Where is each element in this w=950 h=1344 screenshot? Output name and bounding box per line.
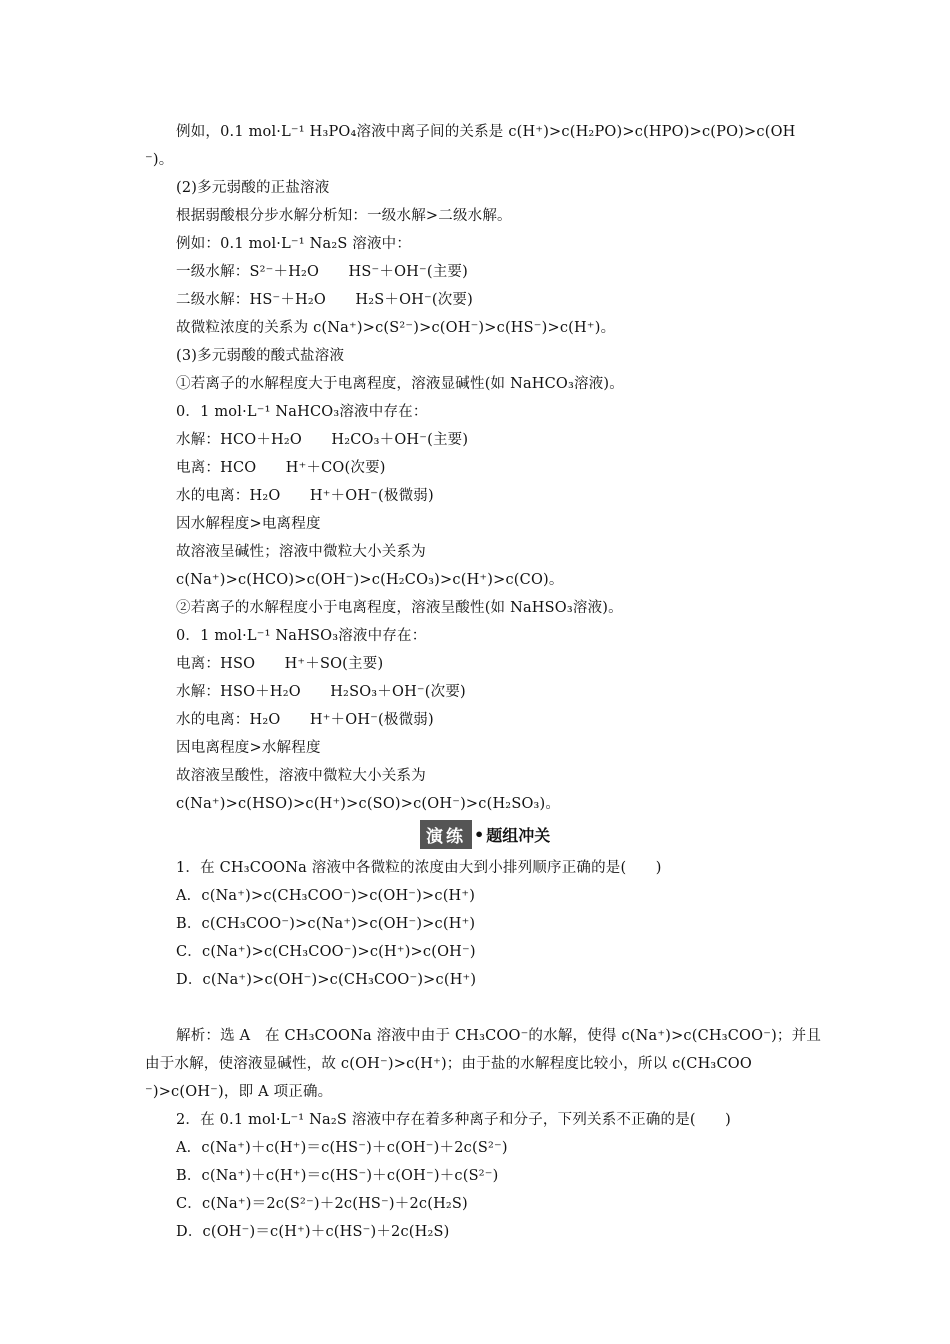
equation-line: 水解：HCO＋H₂O H₂CO₃＋OH⁻(主要) [176, 432, 469, 448]
subheading: (3)多元弱酸的酸式盐溶液 [176, 348, 345, 364]
text-line: 故溶液呈碱性；溶液中微粒大小关系为 [176, 544, 426, 560]
text-line: 0．1 mol·L⁻¹ NaHCO₃溶液中存在： [176, 404, 428, 420]
question-1-option-a: A．c(Na⁺)>c(CH₃COO⁻)>c(OH⁻)>c(H⁺) [176, 888, 476, 904]
text-line: 根据弱酸根分步水解分析知：一级水解>二级水解。 [176, 208, 512, 224]
text-line: c(Na⁺)>c(HSO)>c(H⁺)>c(SO)>c(OH⁻)>c(H₂SO₃)。 [176, 796, 561, 812]
text-line: 0．1 mol·L⁻¹ NaHSO₃溶液中存在： [176, 628, 427, 644]
question-2-stem: 2．在 0.1 mol·L⁻¹ Na₂S 溶液中存在着多种离子和分子，下列关系不正确的是( ) [176, 1112, 732, 1128]
equation-line: 二级水解：HS⁻＋H₂O H₂S＋OH⁻(次要) [176, 292, 473, 308]
equation-line: 一级水解：S²⁻＋H₂O HS⁻＋OH⁻(主要) [176, 264, 468, 280]
practice-banner [420, 820, 550, 848]
text-line: ⁻)。 [145, 152, 174, 168]
equation-line: 电离：HCO H⁺＋CO(次要) [176, 460, 386, 476]
equation-line: 电离：HSO H⁺＋SO(主要) [176, 656, 384, 672]
text-line: 例如：0.1 mol·L⁻¹ Na₂S 溶液中： [176, 236, 412, 252]
text-line: 因水解程度>电离程度 [176, 516, 321, 532]
text-line: 例如，0.1 mol·L⁻¹ H₃PO₄溶液中离子间的关系是 c(H⁺)>c(H₂PO)>c(HPO)>c(PO)>c(OH [176, 124, 796, 140]
banner-title: 题组冲关 [486, 825, 551, 845]
text-line: ①若离子的水解程度大于电离程度，溶液显碱性(如 NaHCO₃溶液)。 [176, 376, 624, 392]
text-line: 故微粒浓度的关系为 c(Na⁺)>c(S²⁻)>c(OH⁻)>c(HS⁻)>c(H⁺)。 [176, 320, 616, 336]
question-1-explanation: ⁻)>c(OH⁻)，即 A 项正确。 [145, 1084, 333, 1100]
question-1-option-c: C．c(Na⁺)>c(CH₃COO⁻)>c(H⁺)>c(OH⁻) [176, 944, 476, 960]
question-2-option-a: A．c(Na⁺)＋c(H⁺)＝c(HS⁻)＋c(OH⁻)＋2c(S²⁻) [176, 1140, 508, 1156]
text-line: ②若离子的水解程度小于电离程度，溶液呈酸性(如 NaHSO₃溶液)。 [176, 600, 623, 616]
question-1-option-d: D．c(Na⁺)>c(OH⁻)>c(CH₃COO⁻)>c(H⁺) [176, 972, 477, 988]
question-2-option-c: C．c(Na⁺)＝2c(S²⁻)＋2c(HS⁻)＋2c(H₂S) [176, 1196, 468, 1212]
equation-line: 水的电离：H₂O H⁺＋OH⁻(极微弱) [176, 712, 434, 728]
question-1-option-b: B．c(CH₃COO⁻)>c(Na⁺)>c(OH⁻)>c(H⁺) [176, 916, 476, 932]
question-2-option-d: D．c(OH⁻)＝c(H⁺)＋c(HS⁻)＋2c(H₂S) [176, 1224, 450, 1240]
banner-dot: • [474, 824, 485, 844]
question-1-explanation: 由于水解，使溶液显碱性，故 c(OH⁻)>c(H⁺)；由于盐的水解程度比较小，所以 c(CH₃COO [145, 1056, 752, 1072]
text-line: c(Na⁺)>c(HCO)>c(OH⁻)>c(H₂CO₃)>c(H⁺)>c(CO)。 [176, 572, 564, 588]
question-1-stem: 1．在 CH₃COONa 溶液中各微粒的浓度由大到小排列顺序正确的是( ) [176, 860, 662, 876]
question-2-option-b: B．c(Na⁺)＋c(H⁺)＝c(HS⁻)＋c(OH⁻)＋c(S²⁻) [176, 1168, 499, 1184]
banner-boxed-label: 演练 [420, 820, 472, 849]
equation-line: 水解：HSO＋H₂O H₂SO₃＋OH⁻(次要) [176, 684, 466, 700]
equation-line: 水的电离：H₂O H⁺＋OH⁻(极微弱) [176, 488, 434, 504]
question-1-explanation: 解析：选 A 在 CH₃COONa 溶液中由于 CH₃COO⁻的水解，使得 c(Na⁺)>c(CH₃COO⁻)；并且 [176, 1028, 822, 1044]
text-line: 故溶液呈酸性，溶液中微粒大小关系为 [176, 768, 426, 784]
text-line: 因电离程度>水解程度 [176, 740, 321, 756]
subheading: (2)多元弱酸的正盐溶液 [176, 180, 330, 196]
